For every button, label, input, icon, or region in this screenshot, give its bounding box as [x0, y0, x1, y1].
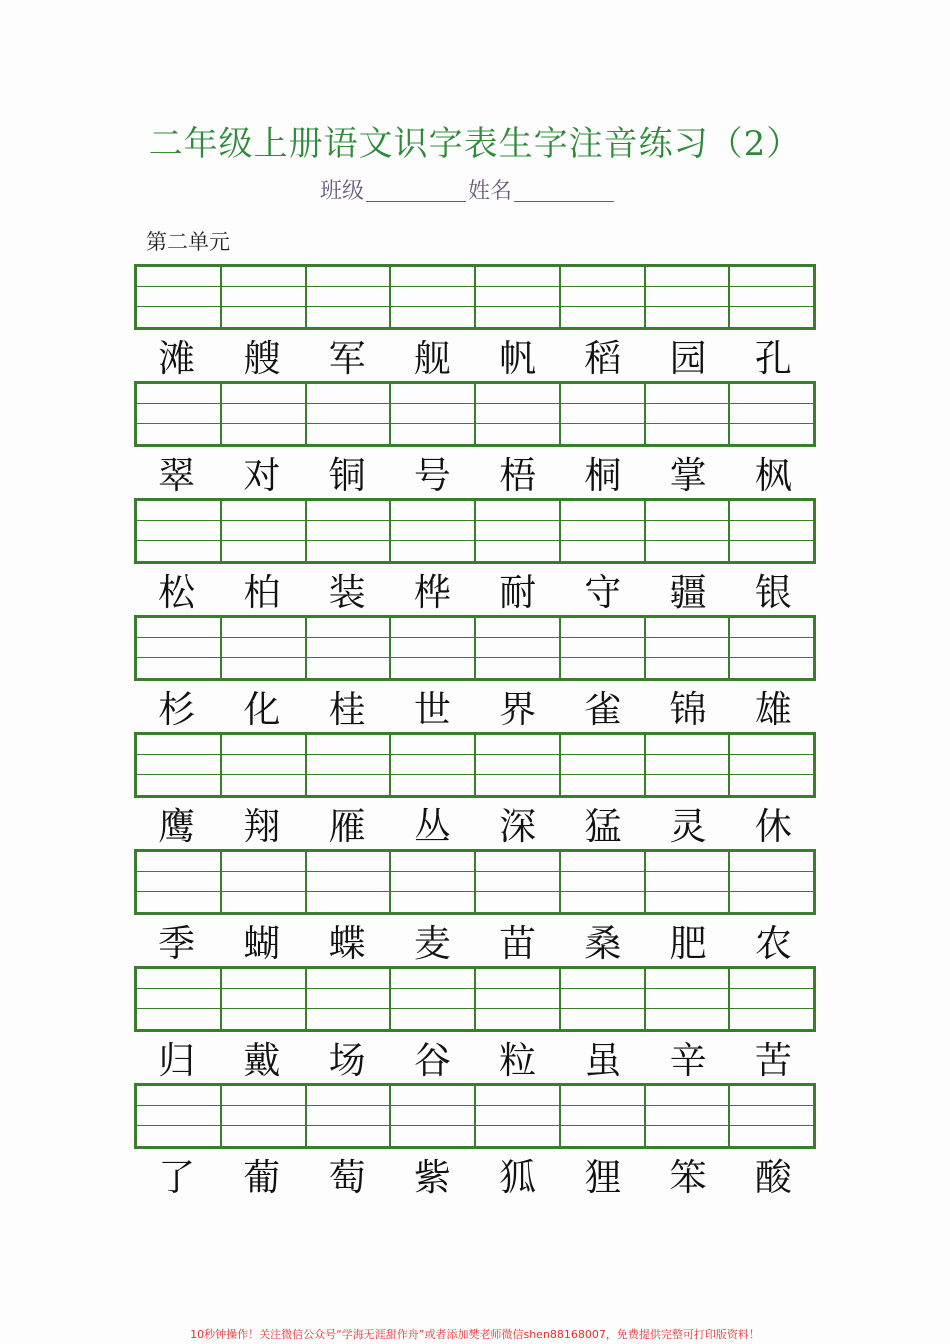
character: 狐	[499, 1156, 537, 1199]
pinyin-cell[interactable]	[476, 1086, 561, 1146]
character: 肥	[669, 922, 707, 965]
pinyin-cell[interactable]	[561, 969, 646, 1029]
pinyin-cell[interactable]	[646, 735, 731, 795]
character: 疆	[669, 571, 707, 614]
pinyin-cell[interactable]	[561, 501, 646, 561]
character: 松	[158, 571, 196, 614]
class-blank	[366, 179, 466, 202]
character: 麦	[413, 922, 451, 965]
character: 萄	[328, 1156, 366, 1199]
pinyin-cell[interactable]	[476, 852, 561, 912]
grid-guide-line	[137, 891, 813, 892]
pinyin-cell[interactable]	[137, 1086, 222, 1146]
practice-block	[134, 498, 816, 616]
character-row	[134, 453, 816, 499]
character: 农	[754, 922, 792, 965]
grid-guide-line	[137, 774, 813, 775]
practice-block	[134, 381, 816, 499]
grid-guide-line	[137, 520, 813, 521]
character: 雄	[754, 688, 792, 731]
pinyin-grid	[134, 849, 816, 915]
grid-guide-line	[137, 871, 813, 872]
pinyin-cell[interactable]	[222, 267, 307, 327]
character: 雀	[584, 688, 622, 731]
grid-guide-line	[137, 423, 813, 424]
practice-block	[134, 615, 816, 733]
grid-guide-line	[137, 1125, 813, 1126]
pinyin-cell[interactable]	[307, 618, 392, 678]
pinyin-cell[interactable]	[646, 267, 731, 327]
pinyin-cell[interactable]	[391, 735, 476, 795]
pinyin-grid	[134, 381, 816, 447]
character: 戴	[243, 1039, 281, 1082]
pinyin-cell[interactable]	[646, 852, 731, 912]
character: 桦	[413, 571, 451, 614]
practice-block	[134, 966, 816, 1084]
pinyin-cell[interactable]	[222, 735, 307, 795]
character: 苦	[754, 1039, 792, 1082]
pinyin-cell[interactable]	[307, 501, 392, 561]
pinyin-cell[interactable]	[730, 852, 813, 912]
character: 界	[499, 688, 537, 731]
pinyin-cell[interactable]	[222, 618, 307, 678]
footer-note: 10秒钟操作！关注微信公众号“学海无涯甜作舟”或者添加樊老师微信shen88168007，免费提供完整可打印版资料！	[190, 1328, 760, 1341]
grid-guide-line	[137, 754, 813, 755]
character: 蝴	[243, 922, 281, 965]
pinyin-cell[interactable]	[646, 969, 731, 1029]
character: 装	[328, 571, 366, 614]
character: 紫	[413, 1156, 451, 1199]
character: 鹰	[158, 805, 196, 848]
pinyin-cell[interactable]	[476, 969, 561, 1029]
pinyin-grid	[134, 1083, 816, 1149]
character: 粒	[499, 1039, 537, 1082]
name-blank	[514, 179, 614, 202]
character: 帆	[499, 337, 537, 380]
character: 辛	[669, 1039, 707, 1082]
pinyin-cell[interactable]	[391, 852, 476, 912]
page-title: 二年级上册语文识字表生字注音练习（2）	[148, 124, 802, 164]
character: 归	[158, 1039, 196, 1082]
pinyin-cell[interactable]	[476, 501, 561, 561]
pinyin-cell[interactable]	[137, 735, 222, 795]
pinyin-cell[interactable]	[730, 969, 813, 1029]
character: 虽	[584, 1039, 622, 1082]
grid-guide-line	[137, 988, 813, 989]
character: 铜	[328, 454, 366, 497]
name-bar	[320, 174, 616, 205]
pinyin-cell[interactable]	[391, 618, 476, 678]
character-row	[134, 336, 816, 382]
pinyin-cell[interactable]	[646, 618, 731, 678]
character: 笨	[669, 1156, 707, 1199]
practice-block	[134, 849, 816, 967]
pinyin-cell[interactable]	[391, 384, 476, 444]
character: 柏	[243, 571, 281, 614]
pinyin-cell[interactable]	[222, 969, 307, 1029]
pinyin-cell[interactable]	[730, 735, 813, 795]
pinyin-cell[interactable]	[561, 1086, 646, 1146]
practice-block	[134, 732, 816, 850]
character: 了	[158, 1156, 196, 1199]
character: 军	[328, 337, 366, 380]
unit-heading: 第二单元	[146, 230, 230, 254]
pinyin-cell[interactable]	[137, 267, 222, 327]
character: 灵	[669, 805, 707, 848]
grid-guide-line	[137, 540, 813, 541]
grid-guide-line	[137, 403, 813, 404]
pinyin-cell[interactable]	[730, 618, 813, 678]
character: 对	[243, 454, 281, 497]
pinyin-cell[interactable]	[561, 384, 646, 444]
character: 化	[243, 688, 281, 731]
pinyin-cell[interactable]	[476, 618, 561, 678]
character: 深	[499, 805, 537, 848]
pinyin-cell[interactable]	[137, 969, 222, 1029]
grid-guide-line	[137, 286, 813, 287]
character: 耐	[499, 571, 537, 614]
pinyin-cell[interactable]	[730, 384, 813, 444]
pinyin-cell[interactable]	[476, 384, 561, 444]
character: 蝶	[328, 922, 366, 965]
pinyin-cell[interactable]	[391, 267, 476, 327]
pinyin-cell[interactable]	[476, 735, 561, 795]
pinyin-grid	[134, 615, 816, 681]
pinyin-cell[interactable]	[307, 969, 392, 1029]
pinyin-cell[interactable]	[307, 267, 392, 327]
pinyin-cell[interactable]	[307, 735, 392, 795]
character: 艘	[243, 337, 281, 380]
grid-guide-line	[137, 657, 813, 658]
pinyin-cell[interactable]	[307, 1086, 392, 1146]
character: 酸	[754, 1156, 792, 1199]
pinyin-cell[interactable]	[391, 969, 476, 1029]
pinyin-cell[interactable]	[646, 501, 731, 561]
character: 桐	[584, 454, 622, 497]
pinyin-cell[interactable]	[137, 618, 222, 678]
pinyin-cell[interactable]	[730, 267, 813, 327]
character: 季	[158, 922, 196, 965]
character-row	[134, 687, 816, 733]
character: 梧	[499, 454, 537, 497]
practice-block	[134, 1083, 816, 1201]
character-row	[134, 570, 816, 616]
character: 桑	[584, 922, 622, 965]
character: 丛	[413, 805, 451, 848]
pinyin-cell[interactable]	[307, 384, 392, 444]
character: 园	[669, 337, 707, 380]
character: 舰	[413, 337, 451, 380]
pinyin-cell[interactable]	[561, 735, 646, 795]
grid-guide-line	[137, 637, 813, 638]
pinyin-cell[interactable]	[222, 384, 307, 444]
character: 桂	[328, 688, 366, 731]
grid-guide-line	[137, 1105, 813, 1106]
pinyin-grid	[134, 732, 816, 798]
character: 葡	[243, 1156, 281, 1199]
pinyin-grid	[134, 498, 816, 564]
practice-block	[134, 264, 816, 382]
character-row	[134, 1038, 816, 1084]
character: 翠	[158, 454, 196, 497]
character: 银	[754, 571, 792, 614]
pinyin-cell[interactable]	[307, 852, 392, 912]
pinyin-cell[interactable]	[646, 1086, 731, 1146]
character: 杉	[158, 688, 196, 731]
character: 休	[754, 805, 792, 848]
character: 稻	[584, 337, 622, 380]
character: 掌	[669, 454, 707, 497]
pinyin-cell[interactable]	[730, 1086, 813, 1146]
character: 苗	[499, 922, 537, 965]
character: 滩	[158, 337, 196, 380]
pinyin-cell[interactable]	[391, 1086, 476, 1146]
pinyin-grid	[134, 966, 816, 1032]
grid-guide-line	[137, 306, 813, 307]
pinyin-cell[interactable]	[476, 267, 561, 327]
character: 雁	[328, 805, 366, 848]
character: 翔	[243, 805, 281, 848]
pinyin-cell[interactable]	[561, 852, 646, 912]
pinyin-cell[interactable]	[646, 384, 731, 444]
pinyin-cell[interactable]	[730, 501, 813, 561]
character-row	[134, 1155, 816, 1201]
pinyin-cell[interactable]	[222, 501, 307, 561]
pinyin-cell[interactable]	[222, 852, 307, 912]
character-row	[134, 921, 816, 967]
pinyin-cell[interactable]	[222, 1086, 307, 1146]
character: 孔	[754, 337, 792, 380]
character: 猛	[584, 805, 622, 848]
class-label: 班级	[320, 179, 365, 204]
character: 狸	[584, 1156, 622, 1199]
grid-guide-line	[137, 1008, 813, 1009]
character: 枫	[754, 454, 792, 497]
character: 守	[584, 571, 622, 614]
character: 世	[413, 688, 451, 731]
pinyin-cell[interactable]	[137, 384, 222, 444]
pinyin-grid	[134, 264, 816, 330]
pinyin-cell[interactable]	[137, 852, 222, 912]
character-row	[134, 804, 816, 850]
character: 号	[413, 454, 451, 497]
pinyin-cell[interactable]	[561, 618, 646, 678]
character: 锦	[669, 688, 707, 731]
character: 谷	[413, 1039, 451, 1082]
pinyin-cell[interactable]	[561, 267, 646, 327]
pinyin-cell[interactable]	[391, 501, 476, 561]
name-label: 姓名	[468, 179, 513, 204]
pinyin-cell[interactable]	[137, 501, 222, 561]
character: 场	[328, 1039, 366, 1082]
